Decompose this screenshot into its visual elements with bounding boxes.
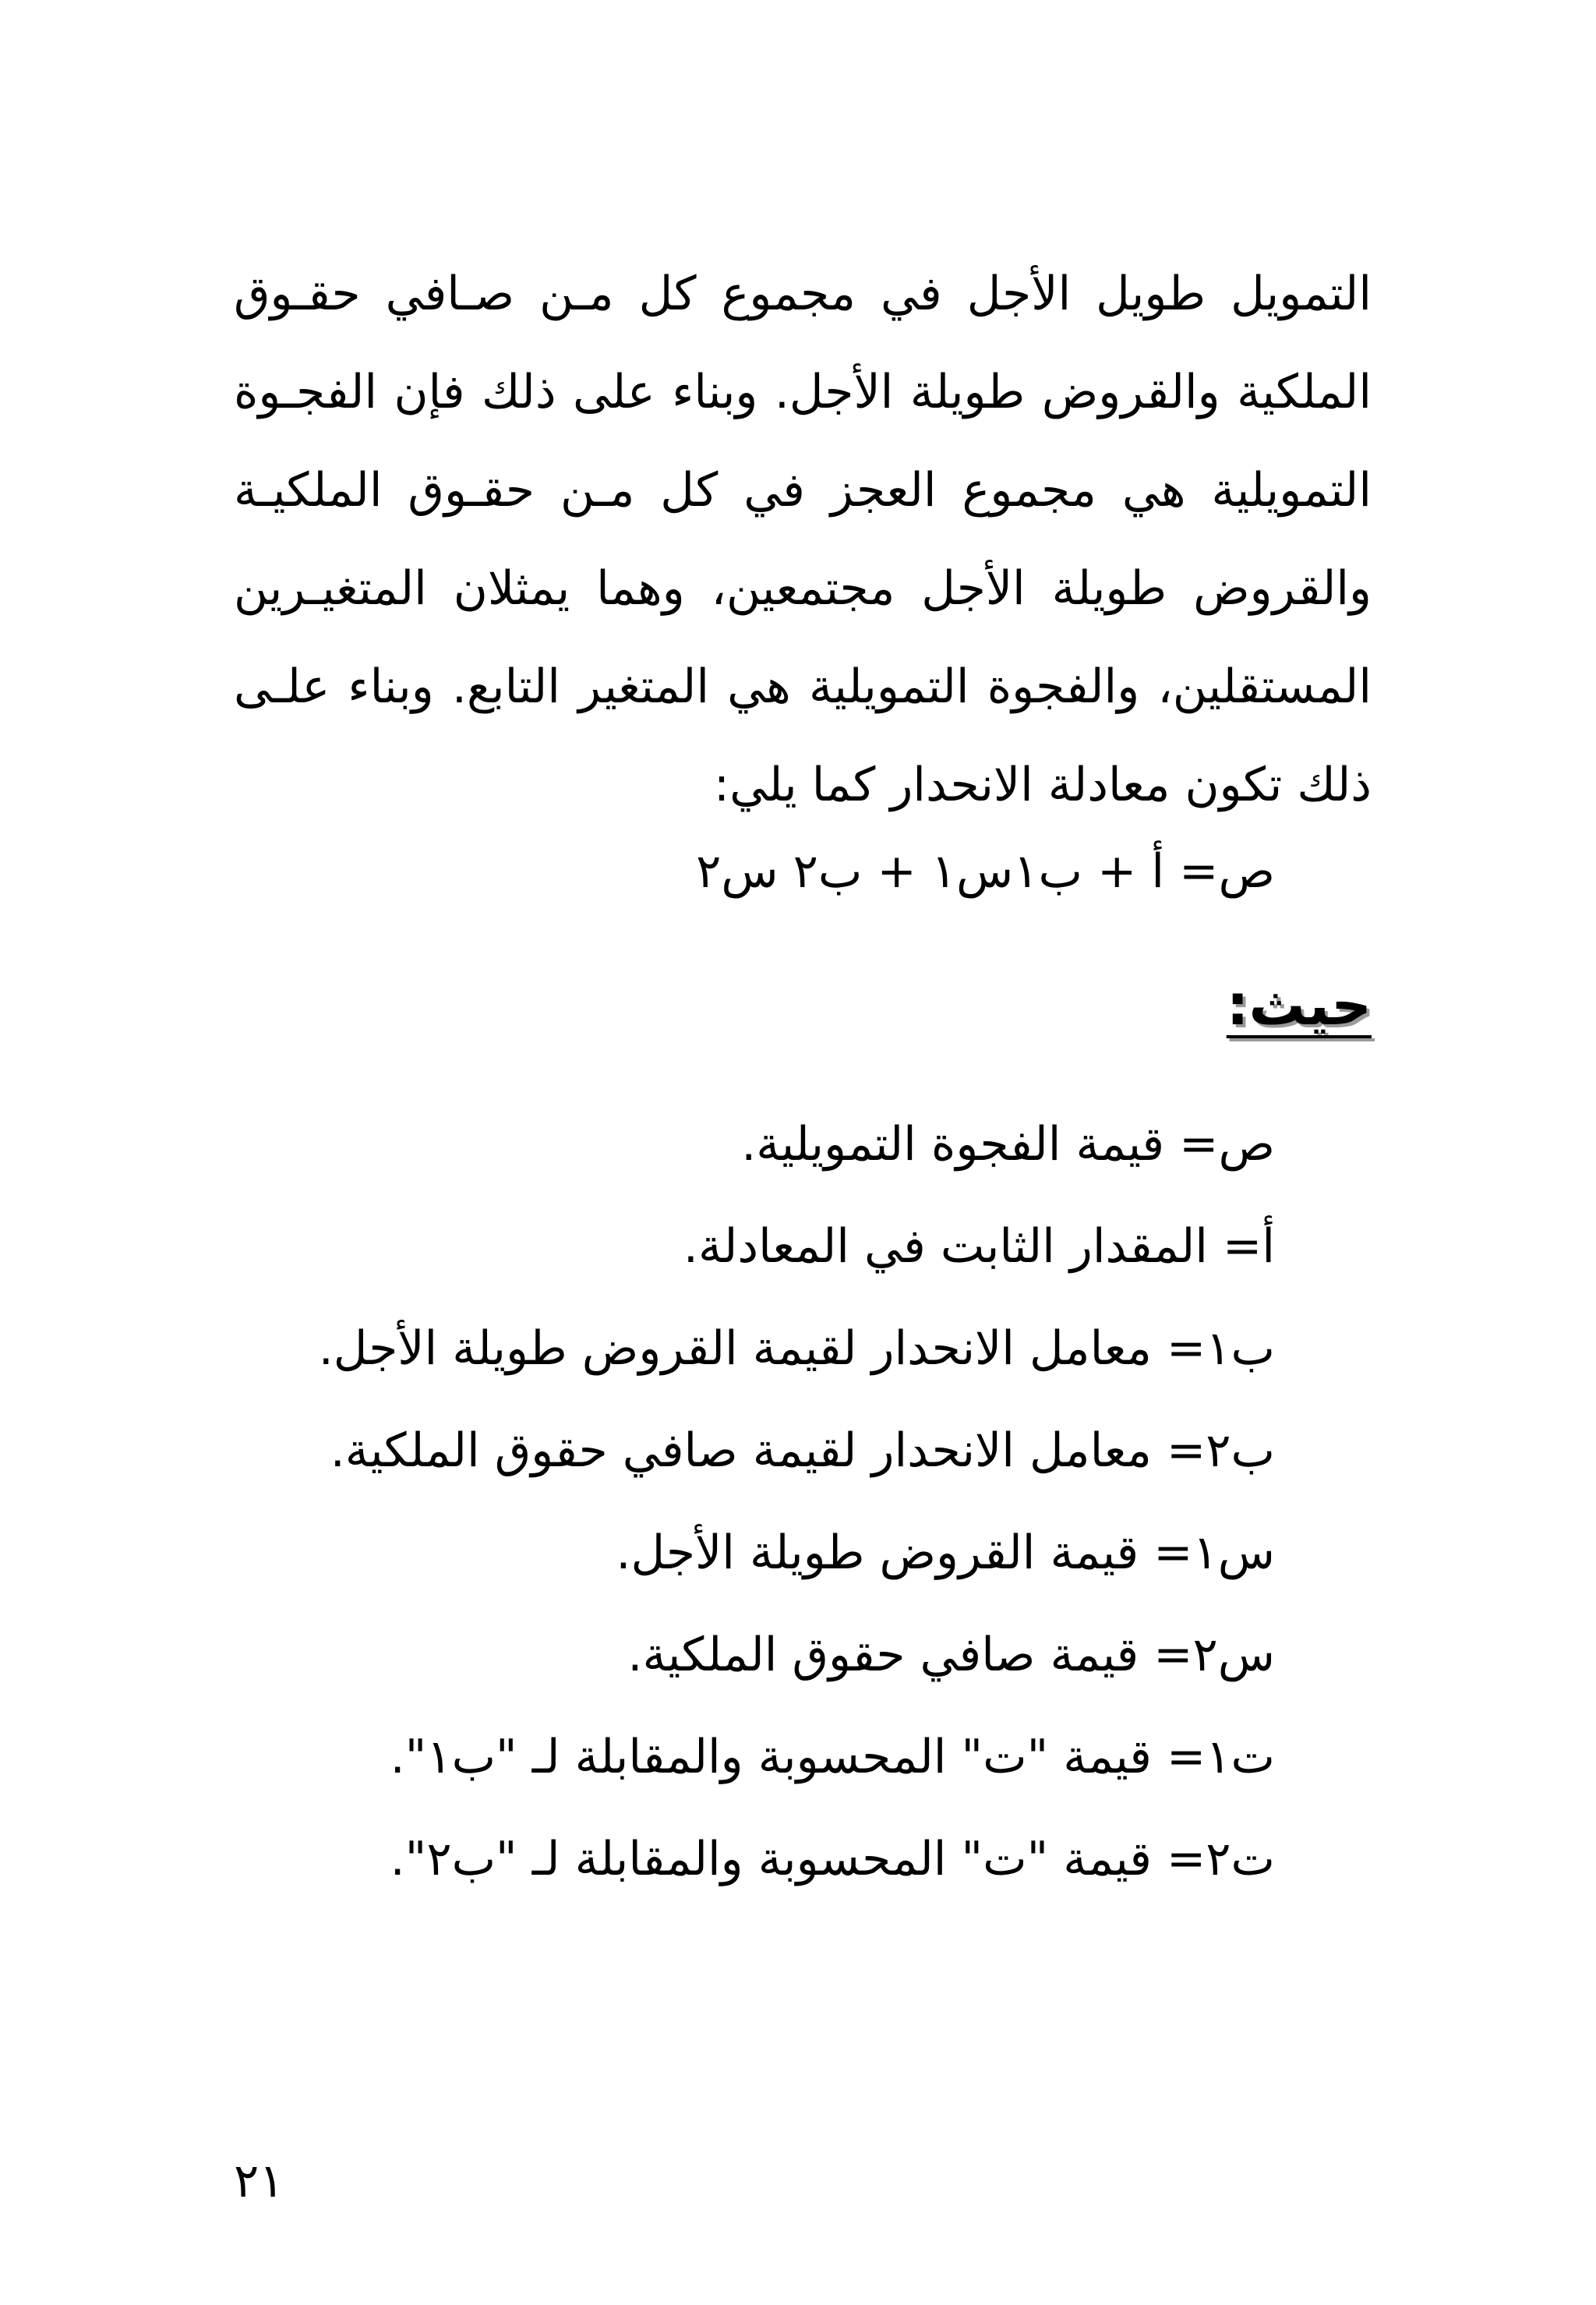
paragraph-line: المستقلين، والفجوة التمويلية هي المتغير التابع. وبناء علـى [234,659,1372,714]
paragraph-line: التمويلية هي مجموع العجز في كل مـن حقـوق الملكيـة [234,463,1372,518]
definition-item: ص= قيمة الفجوة التمويلية. [741,1117,1275,1172]
definition-item: ت٢= قيمة "ت" المحسوبة والمقابلة لـ "ب٢". [390,1832,1275,1886]
definition-item: س٢= قيمة صافي حقوق الملكية. [627,1628,1275,1682]
definitions-list [319,1105,1275,1922]
paragraph-line: والقروض طويلة الأجل مجتمعين، وهما يمثلان المتغيـرين [234,561,1372,616]
page-number: ٢١ [234,2154,284,2208]
definition-item: س١= قيمة القروض طويلة الأجل. [616,1525,1275,1580]
paragraph-line: الملكية والقروض طويلة الأجل. وبناء على ذلك فإن الفجـوة [234,365,1372,419]
definition-item: ت١= قيمة "ت" المحسوبة والمقابلة لـ "ب١". [390,1730,1275,1784]
paragraph-line: التمويل طويل الأجل في مجموع كل مـن صـافي حقـوق [234,267,1372,321]
paragraph-line: ذلك تكون معادلة الانحدار كما يلي: [713,758,1372,812]
regression-equation: ص= أ + ب١س١ + ب٢ س٢ [696,844,1275,899]
body-paragraph [234,251,1372,840]
where-heading: حيث: [1226,972,1372,1038]
definition-item: ب٢= معامل الانحدار لقيمة صافي حقوق الملكية. [330,1423,1275,1478]
definition-item: أ= المقدار الثابت في المعادلة. [683,1219,1275,1274]
definition-item: ب١= معامل الانحدار لقيمة القروض طويلة الأجل. [318,1321,1275,1376]
